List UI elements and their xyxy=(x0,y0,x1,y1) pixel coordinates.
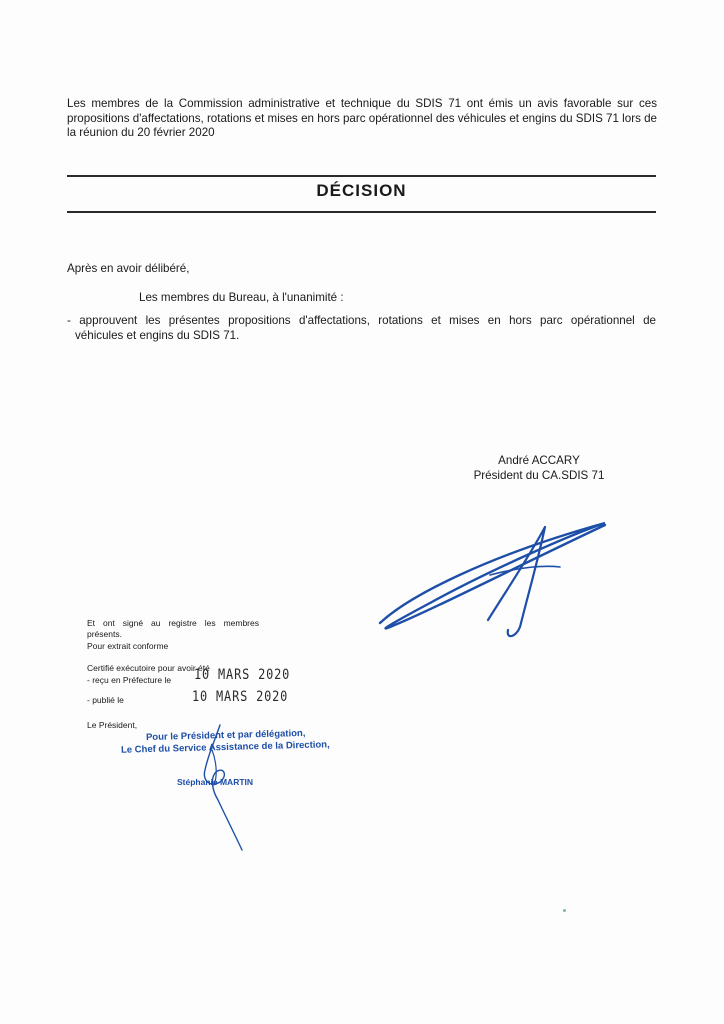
bureau-members-text: Les membres du Bureau, à l'unanimité : xyxy=(139,291,344,304)
published-date-stamp: 10 MARS 2020 xyxy=(192,689,289,705)
president-label: Le Président, xyxy=(87,720,138,730)
signer-title: Président du CA.SDIS 71 xyxy=(473,469,605,482)
president-signature xyxy=(370,515,620,640)
after-deliberation-text: Après en avoir délibéré, xyxy=(67,262,190,275)
received-prefecture-label: - reçu en Préfecture le xyxy=(87,675,172,685)
received-date-stamp: 10 MARS 2020 xyxy=(194,667,291,683)
signed-register-line1: Et ont signé au registre les membres xyxy=(87,618,259,628)
scan-speck xyxy=(563,909,566,912)
delegate-signature xyxy=(190,720,260,855)
decision-title: DÉCISION xyxy=(316,181,407,200)
signer-name: André ACCARY xyxy=(498,454,580,467)
decision-bottom-rule xyxy=(67,211,656,213)
extract-conforme-text: Pour extrait conforme xyxy=(87,641,169,651)
delegation-stamp-line2: Le Chef du Service Assistance de la Direction, xyxy=(120,739,330,756)
certified-executoire-text: Certifié exécutoire pour avoir été xyxy=(87,663,210,673)
published-label: - publié le xyxy=(87,695,124,705)
delegation-stamp-line1: Pour le Président et par délégation, xyxy=(145,727,306,744)
stamp-signatory-name: Stéphanie MARTIN xyxy=(177,777,254,787)
signed-register-line2: présents. xyxy=(87,629,122,639)
approval-paragraph xyxy=(67,313,656,343)
approval-line-2: véhicules et engins du SDIS 71. xyxy=(75,329,240,342)
approval-line-1: - approuvent les présentes propositions d'affectations, rotations et mises en hors parc opérationnel de xyxy=(67,314,656,327)
signer-block xyxy=(440,453,638,483)
intro-paragraph: Les membres de la Commission administrative et technique du SDIS 71 ont émis un avis favorable sur ces propositions d'affectations, rotations et mises en hors parc opérationnel des véhicules et engins du SDIS 71 lors de la réunion du 20 février 2020 xyxy=(67,97,657,139)
decision-top-rule xyxy=(67,175,656,177)
